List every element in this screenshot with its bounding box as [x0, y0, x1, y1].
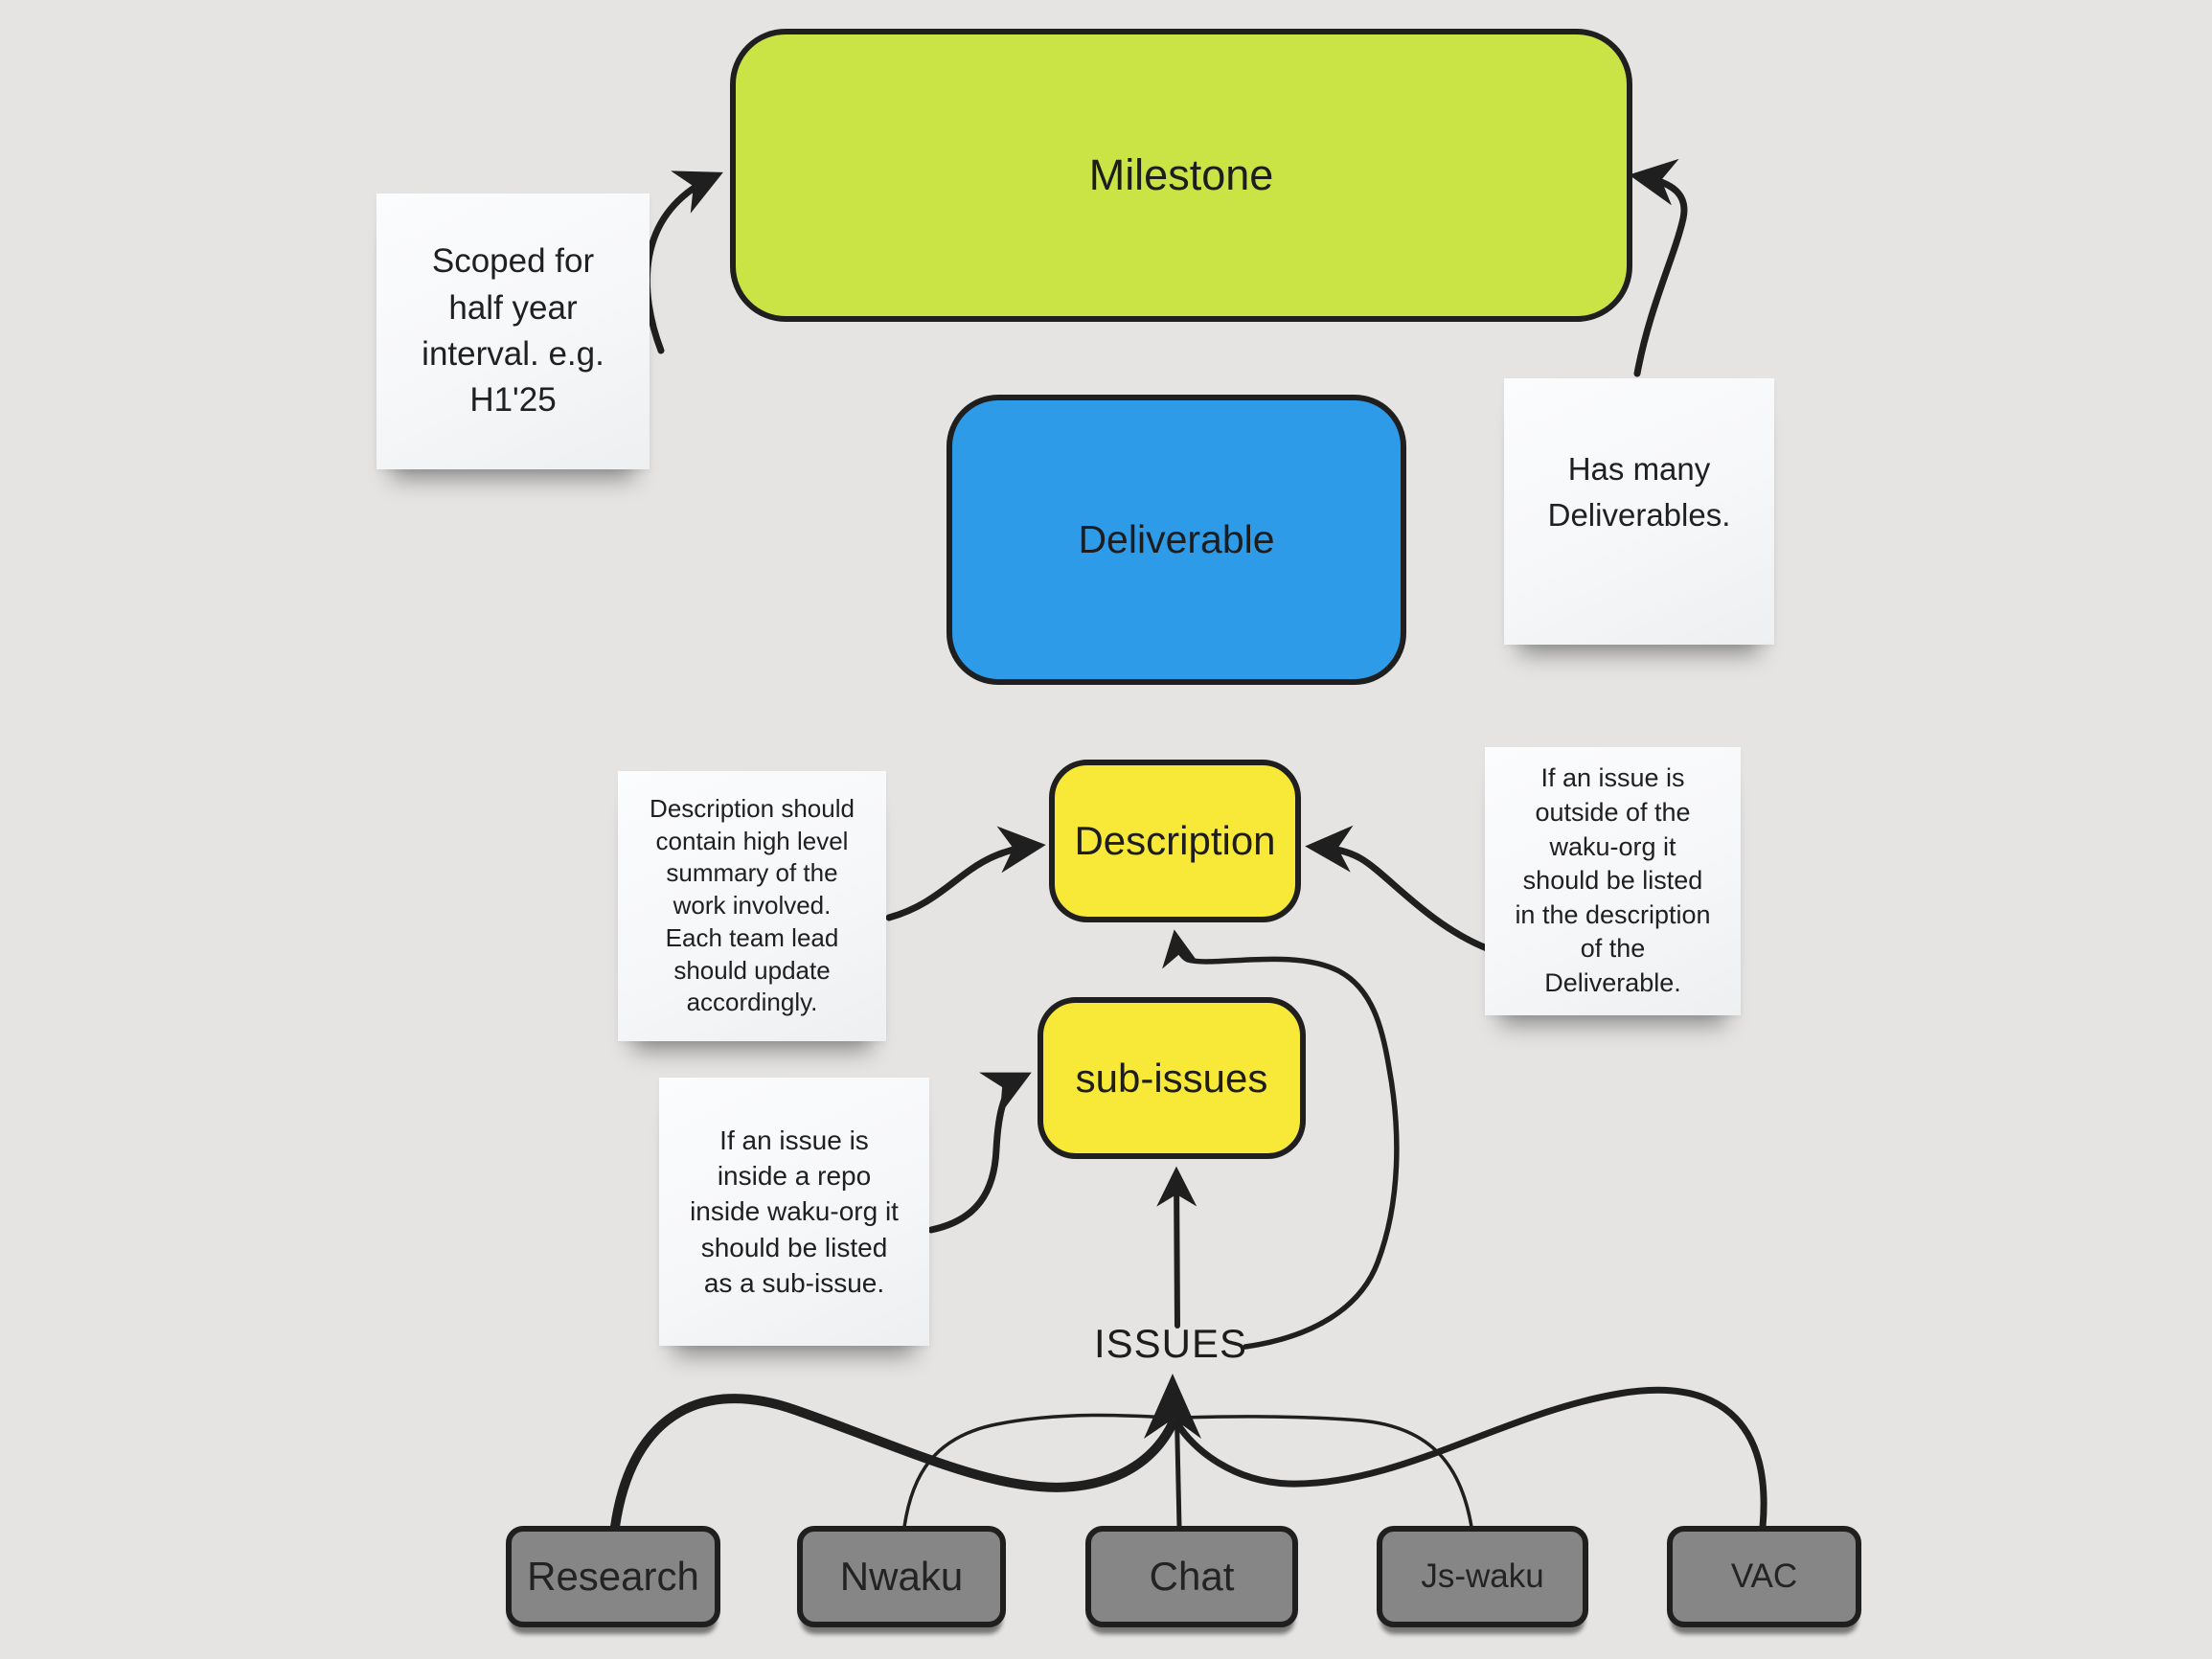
note-has-many-deliverables[interactable] [1504, 378, 1774, 645]
note-text: Description should contain high level summary of the work involved. Each team lead should update accordingly. [650, 793, 855, 1017]
team-label: Js-waku [1421, 1557, 1544, 1595]
note-text: If an issue is outside of the waku-org it should be listed in the description of the Deliverable. [1515, 763, 1711, 998]
milestone-node[interactable] [730, 29, 1632, 322]
note-scoped-half-year[interactable] [376, 193, 650, 469]
deliverable-node[interactable] [946, 395, 1406, 685]
note-inside-waku-org[interactable] [659, 1078, 929, 1346]
sub-issues-label: sub-issues [1075, 1055, 1268, 1101]
note-text: Has many Deliverables. [1547, 451, 1731, 533]
connector-vac-to-issues[interactable] [1177, 1390, 1764, 1527]
team-node-chat[interactable] [1085, 1526, 1298, 1627]
note-outside-waku-org[interactable] [1485, 747, 1741, 1015]
team-label: Nwaku [839, 1554, 964, 1599]
connector-research-to-issues[interactable] [615, 1398, 1173, 1527]
note-text: Scoped for half year interval. e.g. H1'25 [422, 242, 604, 420]
issues-text: ISSUES [1093, 1321, 1248, 1366]
team-node-nwaku[interactable] [797, 1526, 1006, 1627]
arrow-inside-note-to-sub-issues[interactable] [931, 1077, 1023, 1230]
arrow-issues-to-sub-issues[interactable] [1176, 1174, 1177, 1326]
arrow-scoped-to-milestone[interactable] [647, 176, 715, 351]
team-node-js-waku[interactable] [1377, 1526, 1588, 1627]
note-text: If an issue is inside a repo inside waku-org it should be listed as a sub-issue. [690, 1125, 899, 1298]
arrow-has-many-to-milestone[interactable] [1637, 176, 1684, 374]
description-node[interactable] [1049, 760, 1301, 922]
team-node-vac[interactable] [1667, 1526, 1861, 1627]
team-label: VAC [1730, 1557, 1798, 1595]
team-label: Chat [1149, 1554, 1235, 1599]
issues-label[interactable] [1056, 1316, 1286, 1372]
team-label: Research [527, 1554, 699, 1599]
sub-issues-node[interactable] [1038, 997, 1306, 1159]
note-description-guidance[interactable] [618, 771, 886, 1041]
arrow-desc-note-to-description[interactable] [889, 846, 1037, 918]
team-node-research[interactable] [506, 1526, 720, 1627]
milestone-label: Milestone [1088, 150, 1274, 199]
deliverable-label: Deliverable [1078, 517, 1275, 561]
description-label: Description [1074, 818, 1276, 863]
arrow-outside-note-to-description[interactable] [1314, 847, 1487, 948]
connector-jswaku-to-issues[interactable] [1182, 1417, 1471, 1527]
